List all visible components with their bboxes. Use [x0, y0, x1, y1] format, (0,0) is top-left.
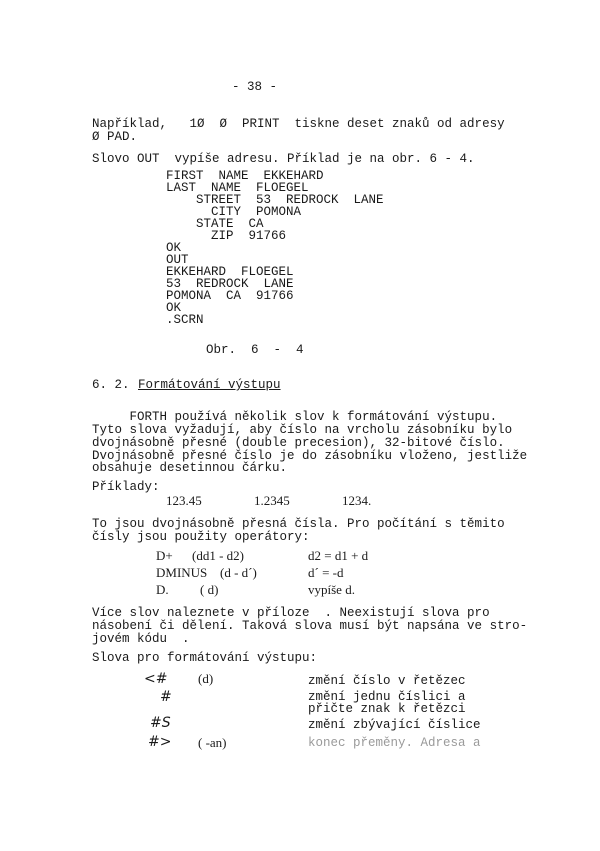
example-number: 1.2345 [254, 493, 290, 508]
format-word: #S [150, 715, 171, 731]
operator-word: D+ [156, 548, 173, 563]
section-title: Formátování výstupu [138, 378, 281, 392]
format-word: <# [144, 671, 168, 687]
code-line: EKKEHARD FLOEGEL [166, 265, 294, 279]
intro-line-3: Slovo OUT vypíše adresu. Příklad je na obr. 6 - 4. [92, 152, 475, 166]
paragraph-line: jovém kódu . [92, 632, 190, 646]
format-stack: (d) [198, 671, 214, 686]
code-line: 53 REDROCK LANE [166, 277, 294, 291]
section-number: 6. 2. [92, 378, 130, 392]
paragraph-line: FORTH používá několik slov k formátování výstupu. [92, 410, 498, 424]
operator-stack: (d - d´) [220, 565, 257, 580]
paragraph-line: obsahuje desetinnou čárku. [92, 461, 288, 475]
format-stack: ( -an) [198, 735, 227, 750]
operator-stack: ( d) [200, 582, 219, 597]
operator-word: D. [156, 582, 169, 597]
format-label: Slova pro formátování výstupu: [92, 651, 318, 665]
operator-desc: d´ = -d [308, 565, 344, 580]
code-line: .SCRN [166, 313, 204, 327]
paragraph-line: Dvojnásobně přesné číslo je do zásobníku vloženo, jestliže [92, 449, 528, 463]
intro-line-2: Ø PAD. [92, 130, 138, 144]
code-line: POMONA CA 91766 [166, 289, 294, 303]
format-desc: změní jednu číslici a [308, 690, 466, 704]
paragraph-line: To jsou dvojnásobně přesná čísla. Pro počítání s těmito [92, 517, 505, 531]
code-line: ZIP 91766 [166, 229, 287, 243]
code-line: FIRST NAME EKKEHARD [166, 169, 324, 183]
operator-word: DMINUS [156, 565, 208, 580]
operator-stack: (dd1 - d2) [192, 548, 244, 563]
format-desc: přičte znak k řetězci [308, 702, 466, 716]
code-line: STREET 53 REDROCK LANE [166, 193, 384, 207]
paragraph-line: čísly jsou použity operátory: [92, 530, 310, 544]
paragraph-line: násobení či dělení. Taková slova musí být napsána ve stro- [92, 619, 528, 633]
format-desc: změní číslo v řetězec [308, 674, 466, 688]
paragraph-line: Tyto slova vyžadují, aby číslo na vrcholu zásobníku bylo [92, 423, 513, 437]
code-line: CITY POMONA [166, 205, 302, 219]
figure-caption: Obr. 6 - 4 [206, 343, 304, 357]
example-number: 123.45 [166, 493, 202, 508]
format-word: #> [148, 734, 172, 750]
intro-line-1: Například, 1Ø Ø PRINT tiskne deset znaků od adresy [92, 117, 505, 131]
format-word: # [160, 689, 172, 705]
code-line: STATE CA [166, 217, 264, 231]
code-line: LAST NAME FLOEGEL [166, 181, 309, 195]
examples-label: Příklady: [92, 480, 160, 494]
format-desc: změní zbývající číslice [308, 718, 481, 732]
paragraph-line: dvojnásobně přesné (double precesion), 32-bitové číslo. [92, 436, 505, 450]
code-line: OK [166, 241, 182, 255]
example-number: 1234. [342, 493, 372, 508]
format-desc: konec přeměny. Adresa a [308, 736, 481, 750]
operator-desc: vypíše d. [308, 582, 355, 597]
operator-desc: d2 = d1 + d [308, 548, 369, 563]
code-line: OUT [166, 253, 189, 267]
page-number: - 38 - [232, 80, 278, 94]
code-line: OK [166, 301, 182, 315]
paragraph-line: Více slov naleznete v příloze . Neexistují slova pro [92, 606, 490, 620]
